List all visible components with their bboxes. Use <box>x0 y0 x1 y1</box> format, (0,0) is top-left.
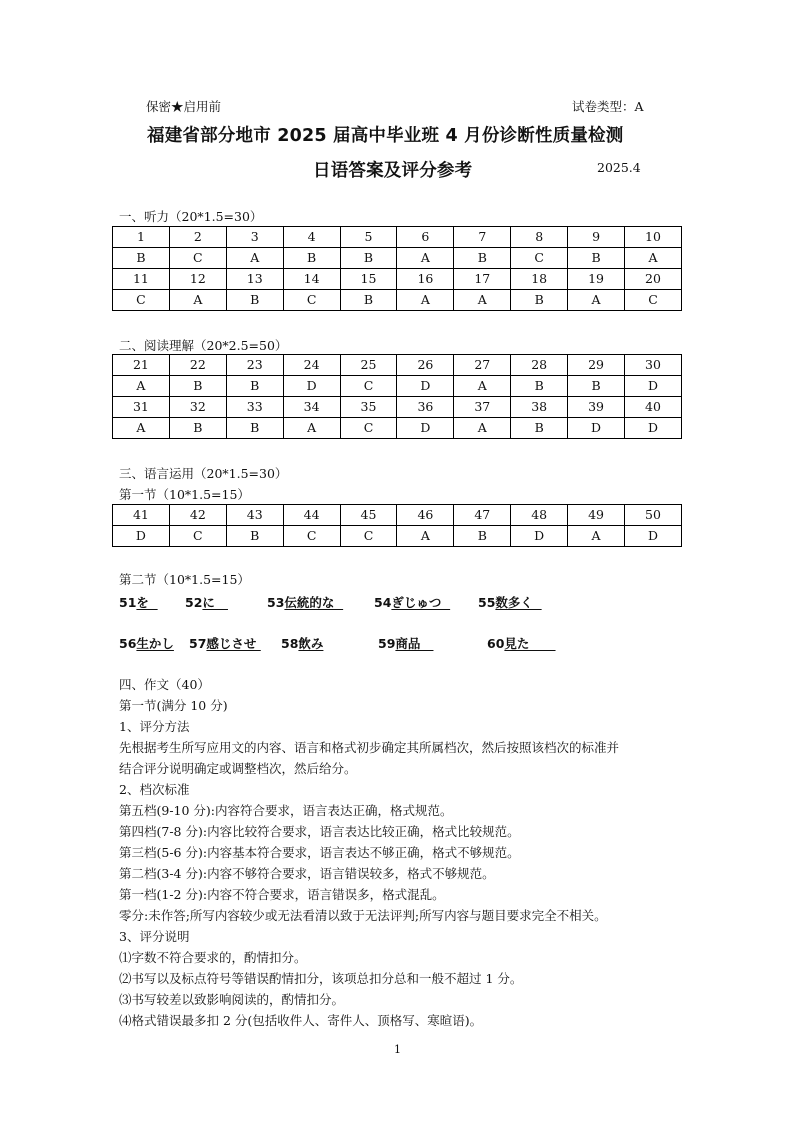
writing-line: 第五档(9-10 分):内容符合要求，语言表达正确，格式规范。 <box>119 803 453 818</box>
table-row <box>113 269 682 290</box>
table-cell: D <box>625 418 682 439</box>
writing-line: 第二档(3-4 分):内容不够符合要求，语言错误较多，格式不够规范。 <box>119 866 495 881</box>
writing-line: 第三档(5-6 分):内容基本符合要求，语言表达不够正确，格式不够规范。 <box>119 845 520 860</box>
table-cell: 22 <box>169 355 226 376</box>
writing-line: 2、档次标准 <box>119 782 190 797</box>
fill-answer: 60見た <box>487 636 556 651</box>
page-number: 1 <box>394 1043 401 1056</box>
table-cell: 37 <box>454 397 511 418</box>
table-cell: B <box>340 290 397 311</box>
table-cell: 32 <box>169 397 226 418</box>
table-cell: A <box>454 418 511 439</box>
writing-line: 结合评分说明确定或调整档次，然后给分。 <box>119 761 357 776</box>
table-cell: 35 <box>340 397 397 418</box>
table-cell: 49 <box>568 505 625 526</box>
table-cell: A <box>454 290 511 311</box>
table-cell: D <box>511 526 568 547</box>
table-cell: 11 <box>113 269 170 290</box>
table-cell: 30 <box>625 355 682 376</box>
table-cell: 10 <box>625 227 682 248</box>
language-part2-heading: 第二节（10*1.5=15） <box>119 572 250 587</box>
table-cell: 25 <box>340 355 397 376</box>
table-cell: B <box>226 526 283 547</box>
table-row <box>113 505 682 526</box>
table-cell: C <box>340 376 397 397</box>
writing-line: ⑷格式错误最多扣 2 分(包括收件人、寄件人、顶格写、寒暄语)。 <box>119 1013 483 1028</box>
table-cell: 19 <box>568 269 625 290</box>
table-cell: 50 <box>625 505 682 526</box>
page-subtitle: 日语答案及评分参考 <box>313 161 473 181</box>
writing-heading: 四、作文（40） <box>119 677 210 692</box>
table-cell: B <box>226 376 283 397</box>
table-cell: 36 <box>397 397 454 418</box>
table-cell: 46 <box>397 505 454 526</box>
table-cell: 40 <box>625 397 682 418</box>
table-cell: D <box>113 526 170 547</box>
table-cell: 4 <box>283 227 340 248</box>
table-cell: 47 <box>454 505 511 526</box>
table-cell: 6 <box>397 227 454 248</box>
fill-answer: 57感じさせ <box>189 636 261 651</box>
fill-answer: 59商品 <box>378 636 434 651</box>
listening-table <box>112 226 682 311</box>
table-cell: C <box>283 526 340 547</box>
table-cell: 18 <box>511 269 568 290</box>
table-cell: B <box>511 418 568 439</box>
confidential-label: 保密★启用前 <box>146 99 222 114</box>
table-cell: 24 <box>283 355 340 376</box>
table-cell: B <box>568 248 625 269</box>
table-cell: D <box>625 526 682 547</box>
table-cell: 20 <box>625 269 682 290</box>
page-title: 福建省部分地市 2025 届高中毕业班 4 月份诊断性质量检测 <box>147 126 624 146</box>
table-cell: B <box>169 376 226 397</box>
table-cell: D <box>568 418 625 439</box>
table-cell: 12 <box>169 269 226 290</box>
table-cell: A <box>568 290 625 311</box>
table-cell: D <box>283 376 340 397</box>
table-cell: 14 <box>283 269 340 290</box>
fill-answer: 56生かし <box>119 636 174 651</box>
fill-answer: 55数多く <box>478 595 542 610</box>
table-cell: A <box>397 526 454 547</box>
table-cell: C <box>113 290 170 311</box>
table-cell: B <box>511 376 568 397</box>
table-cell: B <box>226 290 283 311</box>
writing-line: ⑴字数不符合要求的，酌情扣分。 <box>119 950 307 965</box>
table-cell: A <box>397 290 454 311</box>
table-cell: A <box>226 248 283 269</box>
paper-type: 试卷类型：A <box>572 99 644 114</box>
table-row <box>113 526 682 547</box>
table-cell: 28 <box>511 355 568 376</box>
table-cell: 42 <box>169 505 226 526</box>
fill-answer: 54ぎじゅつ <box>374 595 451 610</box>
table-cell: D <box>397 376 454 397</box>
table-cell: 2 <box>169 227 226 248</box>
date: 2025.4 <box>597 160 641 175</box>
table-cell: 1 <box>113 227 170 248</box>
table-row <box>113 248 682 269</box>
language-heading: 三、语言运用（20*1.5=30） <box>119 466 288 481</box>
table-cell: C <box>340 526 397 547</box>
table-cell: 7 <box>454 227 511 248</box>
table-cell: 41 <box>113 505 170 526</box>
fill-answer: 53伝統的な <box>267 595 344 610</box>
table-cell: 26 <box>397 355 454 376</box>
table-cell: 44 <box>283 505 340 526</box>
table-cell: 23 <box>226 355 283 376</box>
table-cell: B <box>169 418 226 439</box>
reading-heading: 二、阅读理解（20*2.5=50） <box>119 338 288 353</box>
table-cell: 38 <box>511 397 568 418</box>
table-cell: B <box>113 248 170 269</box>
table-cell: 5 <box>340 227 397 248</box>
table-cell: B <box>454 526 511 547</box>
writing-line: 第一节(满分 10 分) <box>119 698 228 713</box>
writing-line: 第一档(1-2 分):内容不符合要求，语言错误多，格式混乱。 <box>119 887 445 902</box>
table-cell: D <box>397 418 454 439</box>
writing-line: 1、评分方法 <box>119 719 190 734</box>
table-cell: C <box>169 248 226 269</box>
fill-answer: 58飲み <box>281 636 324 651</box>
writing-line: 先根据考生所写应用文的内容、语言和格式初步确定其所属档次，然后按照该档次的标准并 <box>119 740 620 755</box>
table-row <box>113 355 682 376</box>
table-cell: A <box>283 418 340 439</box>
table-row <box>113 376 682 397</box>
table-row <box>113 418 682 439</box>
table-cell: 3 <box>226 227 283 248</box>
table-cell: 17 <box>454 269 511 290</box>
table-cell: B <box>568 376 625 397</box>
table-cell: 8 <box>511 227 568 248</box>
table-cell: C <box>340 418 397 439</box>
table-cell: C <box>511 248 568 269</box>
writing-line: 第四档(7-8 分):内容比较符合要求，语言表达比较正确，格式比较规范。 <box>119 824 520 839</box>
table-cell: A <box>113 376 170 397</box>
table-cell: B <box>454 248 511 269</box>
table-cell: D <box>625 376 682 397</box>
table-cell: 15 <box>340 269 397 290</box>
table-cell: 27 <box>454 355 511 376</box>
writing-line: ⑶书写较差以致影响阅读的，酌情扣分。 <box>119 992 345 1007</box>
table-cell: 43 <box>226 505 283 526</box>
language-part1-heading: 第一节（10*1.5=15） <box>119 487 250 502</box>
table-cell: 9 <box>568 227 625 248</box>
table-row <box>113 397 682 418</box>
table-cell: B <box>340 248 397 269</box>
writing-line: 零分:未作答;所写内容较少或无法看清以致于无法评判;所写内容与题目要求完全不相关。 <box>119 908 607 923</box>
language-table <box>112 504 682 547</box>
table-cell: A <box>169 290 226 311</box>
table-cell: 39 <box>568 397 625 418</box>
table-cell: B <box>226 418 283 439</box>
table-cell: 13 <box>226 269 283 290</box>
table-cell: C <box>169 526 226 547</box>
fill-answer: 51を <box>119 595 158 610</box>
table-cell: 21 <box>113 355 170 376</box>
table-cell: A <box>113 418 170 439</box>
writing-line: 3、评分说明 <box>119 929 190 944</box>
reading-table <box>112 354 682 439</box>
fill-answer: 52に <box>185 595 228 610</box>
table-cell: 34 <box>283 397 340 418</box>
listening-heading: 一、听力（20*1.5=30） <box>119 209 263 224</box>
table-cell: 16 <box>397 269 454 290</box>
table-cell: B <box>283 248 340 269</box>
writing-line: ⑵书写以及标点符号等错误酌情扣分，该项总扣分总和一般不超过 1 分。 <box>119 971 523 986</box>
table-cell: 45 <box>340 505 397 526</box>
table-cell: 29 <box>568 355 625 376</box>
table-cell: B <box>511 290 568 311</box>
table-cell: C <box>625 290 682 311</box>
table-row <box>113 290 682 311</box>
table-cell: A <box>625 248 682 269</box>
table-cell: 33 <box>226 397 283 418</box>
table-cell: 48 <box>511 505 568 526</box>
table-row <box>113 227 682 248</box>
table-cell: 31 <box>113 397 170 418</box>
table-cell: A <box>568 526 625 547</box>
table-cell: C <box>283 290 340 311</box>
table-cell: A <box>454 376 511 397</box>
table-cell: A <box>397 248 454 269</box>
